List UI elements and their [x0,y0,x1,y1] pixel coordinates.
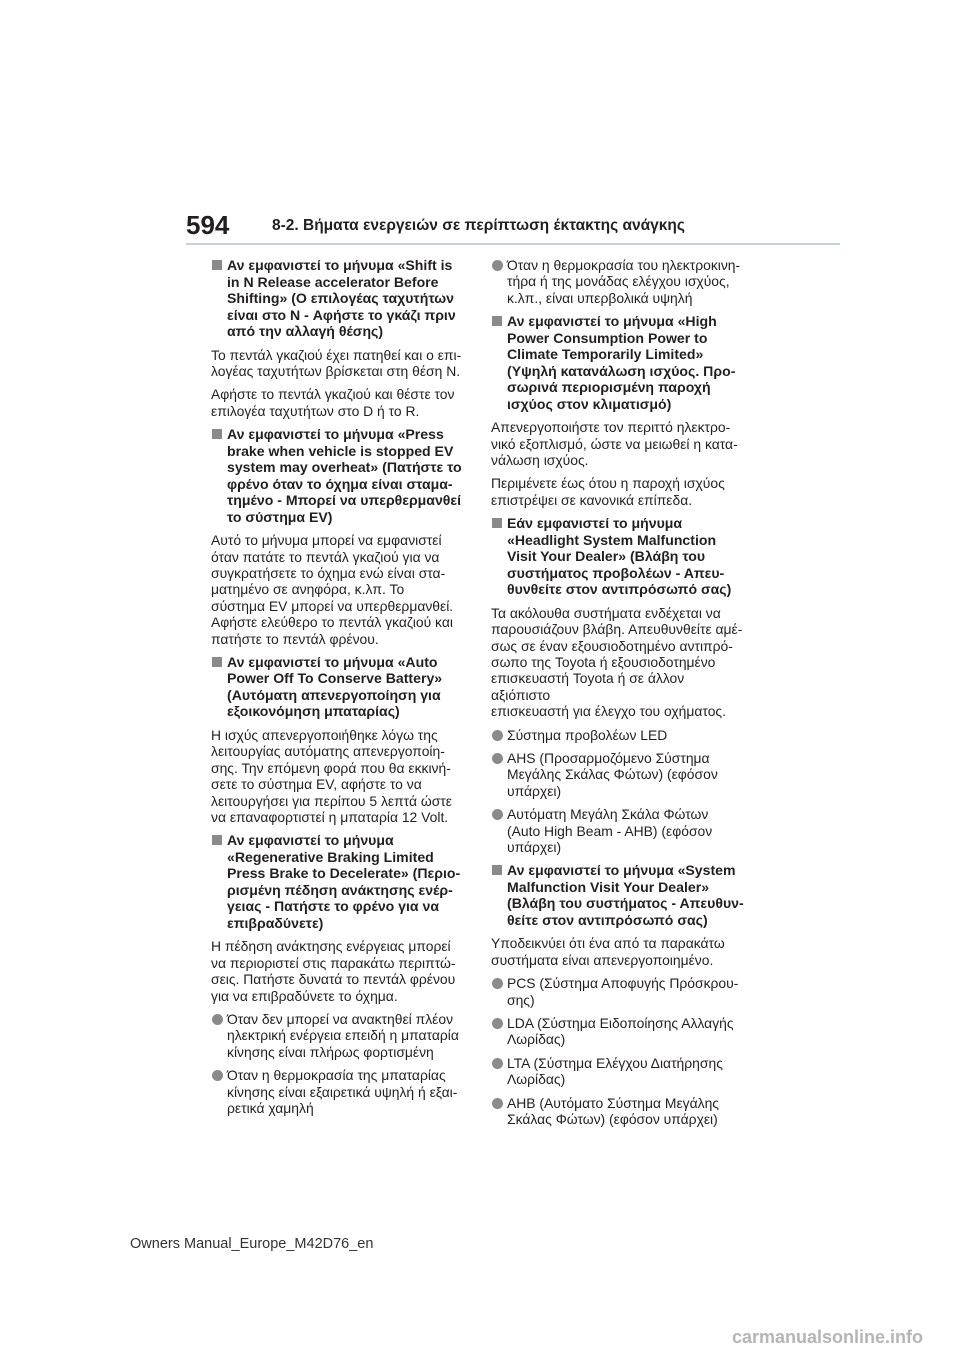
watermark-logo: carmanualsonline.info [732,1327,924,1347]
text-line: ισχύος στον κλιματισμό) [507,395,672,412]
text-line: από την αλλαγή θέσης) [227,323,384,339]
text-line: σης) [507,991,535,1008]
text-line: Press Brake to Decelerate» (Περιο- [227,865,461,882]
body-paragraph [491,605,747,720]
text-line: Λωρίδας) [507,1071,566,1088]
text-line: νάλωση ισχύος. [491,452,589,469]
text-line: Power Off To Conserve Battery» [227,670,443,687]
message-heading [211,832,467,931]
bullet-item [491,975,747,1008]
body-paragraph [491,935,747,968]
text-line: το σύστημα EV) [227,508,333,525]
message-heading [491,313,747,412]
text-line: συστήματα είναι απενεργοποιημένο. [491,951,714,968]
text-line: ρετικά χαμηλή [227,1100,314,1117]
footer-manual-id: Owners Manual_Europe_M42D76_en [130,1236,374,1252]
text-line: PCS (Σύστημα Αποφυγής Πρόσκρου- [507,975,739,992]
text-line: τημένο - Μπορεί να υπερθερμανθεί [227,492,462,509]
text-line: Αφήστε το πεντάλ γκαζιού και θέστε τον [211,386,455,403]
text-line: AHB (Αυτόματο Σύστημα Μεγάλης [507,1094,719,1111]
text-line: επιλογέα ταχυτήτων στο D ή το R. [211,402,420,419]
text-line: LTA (Σύστημα Ελέγχου Διατήρησης [507,1054,723,1071]
text-line: υπάρχει) [507,839,562,856]
text-line: Απενεργοποιήστε τον περιττό ηλεκτρο- [491,419,731,436]
page-number: 594 [186,210,230,240]
bullet-item [491,257,747,306]
text-line: θυνθείτε στον αντιπρόσωπό σας) [507,581,732,598]
message-heading [491,515,747,598]
message-heading [211,426,467,525]
text-line: ηλεκτρική ενέργεια επειδή η μπαταρία [227,1027,459,1044]
right-column [491,257,747,1135]
text-line: να επαναφορτιστεί η μπαταρία 12 Volt. [211,809,449,825]
bullet-item [211,1011,467,1060]
text-line: Όταν η θερμοκρασία της μπαταρίας [227,1067,446,1084]
text-line: λειτουργήσει για περίπου 5 λεπτά ώστε [211,792,452,809]
bullet-item [491,727,747,743]
text-line: επισκευαστή Toyota ή σε άλλον αξιόπιστο [491,670,685,703]
text-line: να περιοριστεί στις παρακάτω περιπτώ- [211,954,456,971]
text-line: κ.λπ., είναι υπερβολικά υψηλή [507,289,693,306]
text-line: Αν εμφανιστεί το μήνυμα [227,832,394,849]
text-line: σωρινά περιορισμένη παροχή [507,379,711,396]
text-line: Shifting» (Ο επιλογέας ταχυτήτων [227,290,454,306]
text-line: Λωρίδας) [507,1031,566,1048]
text-line: υπάρχει) [507,782,562,799]
text-line: LDA (Σύστημα Ειδοποίησης Αλλαγής [507,1015,734,1032]
text-line: λειτουργίας αυτόματης απενεργοποίη- [211,743,445,760]
text-line: ματημένο σε ανηφόρα, κ.λπ. Το [211,581,405,598]
text-line: λογέας ταχυτήτων βρίσκεται στη θέση N. [211,362,461,379]
text-line: «Regenerative Braking Limited [227,848,434,865]
body-paragraph [211,727,467,825]
text-line: AHS (Προσαρμοζόμενο Σύστημα [507,750,710,766]
message-heading [211,257,467,340]
text-line: Περιμένετε έως ότου η παροχή ισχύος [491,475,725,492]
text-line: σετε το σύστημα EV, αφήστε το να [211,776,422,793]
body-paragraph [211,386,467,419]
text-line: (Αυτόματη απενεργοποίηση για [227,686,441,703]
text-line: ρισμένη πέδηση ανάκτησης ενέρ- [227,881,453,898]
text-line: Σύστημα προβολέων LED [507,726,668,743]
text-line: Τα ακόλουθα συστήματα ενδέχεται να [491,604,721,621]
message-heading [211,654,467,720]
text-line: επιστρέψει σε κανονικά επίπεδα. [491,491,693,508]
text-line: εξοικονόμηση μπαταρίας) [227,703,400,720]
text-line: Αφήστε ελεύθερο το πεντάλ γκαζιού και [211,614,453,631]
text-line: Climate Temporarily Limited» [507,346,704,363]
text-line: συγκρατήσετε το όχημα ενώ είναι στα- [211,564,446,581]
text-line: για να επιβραδύνετε το όχημα. [211,987,398,1004]
text-line: σης. Την επόμενη φορά που θα εκκινή- [211,759,451,776]
text-line: κίνησης είναι πλήρως φορτισμένη [227,1043,434,1060]
left-column [211,257,467,1123]
header-divider [186,243,840,245]
text-line: Αν εμφανιστεί το μήνυμα «Press [227,426,444,443]
bullet-item [491,1055,747,1088]
text-line: σως σε έναν εξουσιοδοτημένο αντιπρό- [491,637,733,654]
text-line: in N Release accelerator Before [227,273,439,290]
text-line: σωπο της Toyota ή εξουσιοδοτημένο [491,653,716,670]
text-line: Όταν δεν μπορεί να ανακτηθεί πλέον [227,1011,454,1028]
text-line: (Βλάβη του συστήματος - Απευθυν- [507,895,744,912]
text-line: Αυτό το μήνυμα μπορεί να εμφανιστεί [211,532,442,549]
text-line: Η ισχύς απενεργοποιήθηκε λόγω της [211,726,438,743]
body-paragraph [491,475,747,508]
text-line: Αν εμφανιστεί το μήνυμα «High [507,313,717,330]
text-line: σύστημα EV μπορεί να υπερθερμανθεί. [211,597,454,614]
bullet-item [491,806,747,855]
text-line: Power Consumption Power to [507,329,708,346]
text-line: σεις. Πατήστε δυνατά το πεντάλ φρένου [211,971,456,988]
text-line: Visit Your Dealer» (Βλάβη του [507,548,706,565]
section-title: 8-2. Βήματα ενεργειών σε περίπτωση έκτακτης ανάγκης [272,217,685,234]
text-line: system may overheat» (Πατήστε το [227,459,462,476]
text-line: φρένο όταν το όχημα είναι σταμα- [227,475,453,492]
text-line: Αν εμφανιστεί το μήνυμα «System [507,862,736,879]
body-paragraph [491,419,747,468]
text-line: νικό εξοπλισμό, ώστε να μειωθεί η κατα- [491,435,738,452]
body-paragraph [211,532,467,647]
text-line: Υποδεικνύει ότι ένα από τα παρακάτω [491,935,725,952]
text-line: brake when vehicle is stopped EV [227,442,454,459]
text-line: Η πέδηση ανάκτησης ενέργειας μπορεί [211,938,451,955]
text-line: κίνησης είναι εξαιρετικά υψηλή ή εξαι- [227,1083,458,1100]
text-line: Αν εμφανιστεί το μήνυμα «Auto [227,653,438,670]
text-line: (Auto High Beam - AHB) (εφόσον [507,822,713,839]
text-line: πατήστε το πεντάλ φρένου. [211,630,379,647]
text-line: «Headlight System Malfunction [507,531,717,548]
text-line: γειας - Πατήστε το φρένο για να [227,898,440,915]
text-line: επιβραδύνετε) [227,914,324,931]
text-line: (Υψηλή κατανάλωση ισχύος. Προ- [507,362,736,379]
body-paragraph [211,938,467,1004]
text-line: συστήματος προβολέων - Απευ- [507,564,725,581]
text-line: Εάν εμφανιστεί το μήνυμα [507,515,683,532]
bullet-item [491,750,747,799]
text-line: παρουσιάζουν βλάβη. Απευθυνθείτε αμέ- [491,621,743,638]
text-line: Αν εμφανιστεί το μήνυμα «Shift is [227,257,453,273]
message-heading [491,862,747,928]
text-line: Μεγάλης Σκάλας Φώτων) (εφόσον [507,766,718,783]
text-line: είναι στο N - Αφήστε το γκάζι πριν [227,306,456,323]
text-line: Το πεντάλ γκαζιού έχει πατηθεί και ο επι- [211,346,462,363]
bullet-item [211,1067,467,1116]
text-line: θείτε στον αντιπρόσωπό σας) [507,911,708,928]
body-paragraph [211,347,467,380]
text-line: Malfunction Visit Your Dealer» [507,878,710,895]
bullet-item [491,1015,747,1048]
text-line: όταν πατάτε το πεντάλ γκαζιού για να [211,548,440,565]
text-line: τήρα ή της μονάδας ελέγχου ισχύος, [507,273,730,290]
text-line: Όταν η θερμοκρασία του ηλεκτροκινη- [507,257,741,273]
text-line: Σκάλας Φώτων) (εφόσον υπάρχει) [507,1111,718,1128]
text-line: επισκευαστή για έλεγχο του οχήματος. [491,703,726,720]
bullet-item [491,1095,747,1128]
text-line: Αυτόματη Μεγάλη Σκάλα Φώτων [507,806,709,823]
